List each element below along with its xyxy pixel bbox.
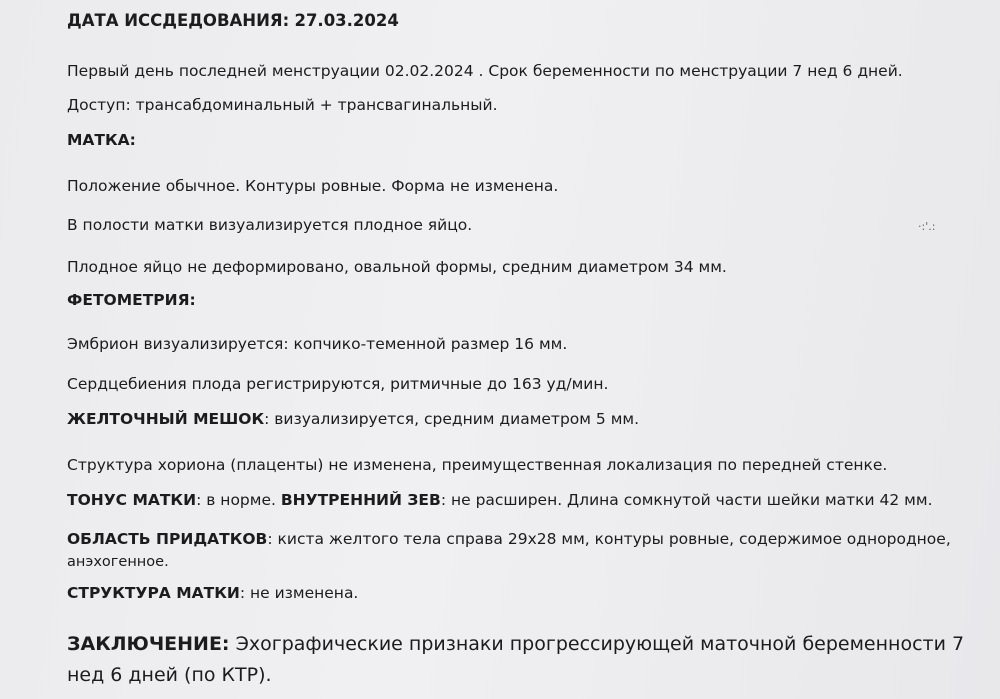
uterus-cavity-line: В полости матки визуализируется плодное яйцо. <box>67 216 473 234</box>
embryo-line: Эмбрион визуализируется: копчико-теменной размер 16 мм. <box>67 335 568 353</box>
yolk-sac-line <box>67 410 639 428</box>
uterus-structure-line <box>67 584 358 602</box>
adnexa-line-2: анэхогенное. <box>67 554 169 570</box>
gestational-sac-line: Плодное яйцо не деформировано, овальной формы, средним диаметром 34 мм. <box>67 258 727 276</box>
uterus-heading-text: МАТКА: <box>67 131 136 149</box>
heartbeat-line: Сердцебиения плода регистрируются, ритмичные до 163 уд/мин. <box>67 375 609 393</box>
exam-date-line <box>67 12 399 30</box>
exam-date-value: 27.03.2024 <box>294 11 399 30</box>
internal-os-label: ВНУТРЕННИЙ ЗЕВ <box>280 491 441 509</box>
adnexa-line <box>67 530 951 548</box>
tone-line <box>67 491 933 509</box>
adnexa-label: ОБЛАСТЬ ПРИДАТКОВ <box>67 530 268 548</box>
conclusion-label: ЗАКЛЮЧЕНИЕ: <box>67 633 230 655</box>
uterus-structure-text: : не изменена. <box>239 584 359 602</box>
uterus-position-line: Положение обычное. Контуры ровные. Форма не изменена. <box>67 177 559 195</box>
access-line: Доступ: трансабдоминальный + трансвагинальный. <box>67 96 498 114</box>
adnexa-text: : киста желтого тела справа 29х28 мм, контуры ровные, содержимое однородное, <box>267 530 951 548</box>
uterus-structure-label: СТРУКТУРА МАТКИ <box>67 584 240 602</box>
yolk-sac-label: ЖЕЛТОЧНЫЙ МЕШОК <box>67 410 265 428</box>
yolk-sac-text: : визуализируется, средним диаметром 5 мм. <box>264 410 640 428</box>
lmp-line: Первый день последней менструации 02.02.2024 . Срок беременности по менструации 7 нед 6 дней. <box>67 62 903 80</box>
tone-label: ТОНУС МАТКИ <box>67 491 197 509</box>
conclusion-text: Эхографические признаки прогрессирующей маточной беременности 7 <box>229 633 965 655</box>
chorion-line: Структура хориона (плаценты) не изменена, преимущественная локализация по передней стенке. <box>67 456 888 474</box>
conclusion-line-2: нед 6 дней (по КТР). <box>67 664 272 686</box>
fetometry-heading-text: ФЕТОМЕТРИЯ: <box>67 291 196 309</box>
paper-speck: ·:'.: <box>918 220 936 233</box>
conclusion-line <box>67 632 964 656</box>
internal-os-text: : не расширен. Длина сомкнутой части шейки матки 42 мм. <box>440 491 933 509</box>
fetometry-heading <box>67 291 196 309</box>
tone-text: : в норме. <box>196 491 281 509</box>
exam-date-label: ДАТА ИССДЕДОВАНИЯ: <box>67 11 290 30</box>
uterus-heading <box>67 131 136 149</box>
